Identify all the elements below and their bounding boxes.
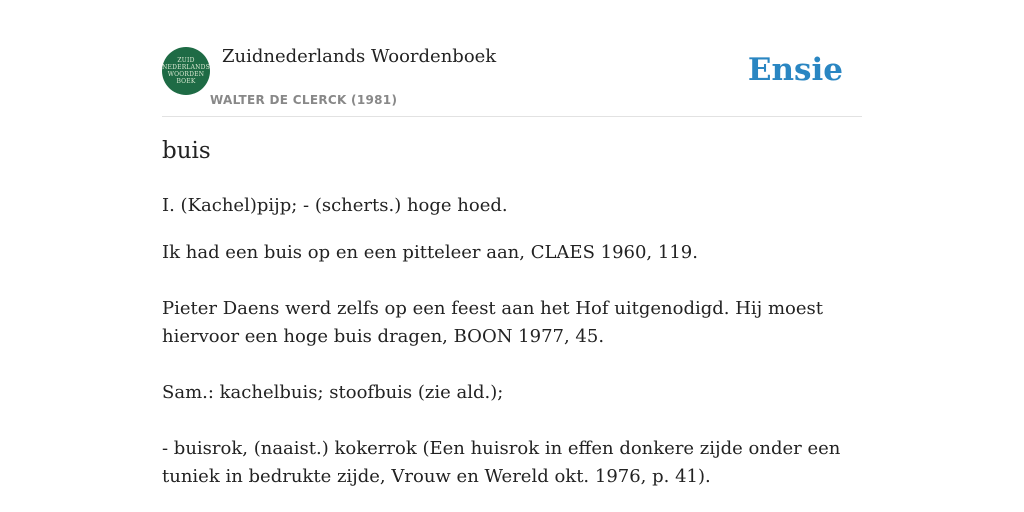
book-title[interactable]: Zuidnederlands Woordenboek xyxy=(222,46,497,67)
book-cover-logo[interactable] xyxy=(162,47,210,95)
book-cover-logo-text xyxy=(162,57,210,85)
compounds-paragraph: - buisrok, (naaist.) kokerrok (Een huisrok in effen donkere zijde onder een tuniek in bedrukte zijde, Vrouw en Wereld okt. 1976, p. 41). xyxy=(162,438,841,487)
logo-line: WOORDEN xyxy=(167,71,205,78)
book-author: WALTER DE CLERCK (1981) xyxy=(210,93,398,107)
logo-line: BOEK xyxy=(176,78,196,85)
compounds-paragraph: Sam.: kachelbuis; stoofbuis (zie ald.); xyxy=(162,382,504,403)
ensie-logo-link[interactable]: Ensie xyxy=(747,52,843,88)
header xyxy=(162,0,862,117)
entry-title: buis xyxy=(162,138,211,164)
logo-line: ZUID xyxy=(177,57,195,64)
logo-line: NEDERLANDS xyxy=(162,64,210,71)
page-container xyxy=(162,0,862,487)
example-paragraph: Pieter Daens werd zelfs op een feest aan het Hof uitgenodigd. Hij moest hiervoor een hoge buis dragen, BOON 1977, 45. xyxy=(162,298,824,347)
definition-paragraph: I. (Kachel)pijp; - (scherts.) hoge hoed. xyxy=(162,195,508,216)
example-paragraph: Ik had een buis op en een pitteleer aan, CLAES 1960, 119. xyxy=(162,242,698,263)
